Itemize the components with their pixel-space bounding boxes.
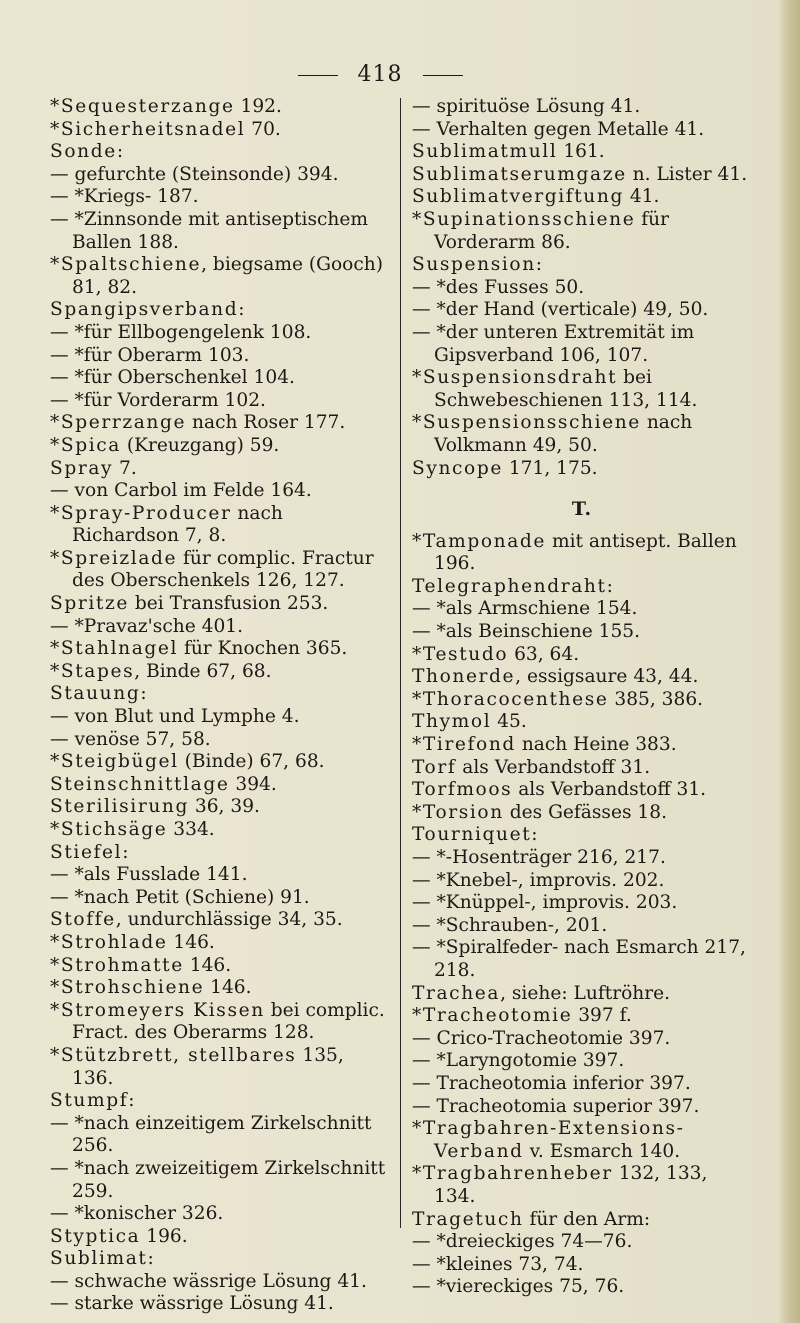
index-entry-text: , undurchlässige 34, 35. — [115, 909, 343, 931]
index-entry — [412, 847, 752, 870]
index-entry-text: : — [535, 254, 543, 276]
index-entry — [412, 711, 752, 734]
index-entry — [412, 322, 752, 367]
index-entry-term: *Strohmatte — [50, 954, 184, 976]
index-entry-text: — *Knüppel-, improvis. 203. — [412, 892, 678, 914]
index-entry-text: — Crico-Tracheotomie 397. — [412, 1027, 671, 1049]
index-entry — [50, 367, 390, 390]
index-entry — [412, 1028, 752, 1051]
index-entry — [50, 186, 390, 209]
index-entry-text: n. Lister 41. — [626, 163, 748, 185]
index-entry-term: *Tragbahren-Extensions-Verband — [412, 1118, 685, 1162]
index-entry-term: Telegraphendraht — [412, 575, 607, 597]
index-entry-text: 7. — [113, 457, 137, 479]
index-entry-term: *Spaltschiene — [50, 254, 202, 276]
index-entry-text: als Verbandstoff 31. — [456, 756, 651, 778]
index-entry-text: für Knochen 365. — [178, 638, 348, 660]
index-entry-text: — *des Fusses 50. — [412, 276, 585, 298]
index-entry-text: (Kreuzgang) 59. — [120, 434, 280, 456]
index-entry-text: : — [606, 575, 613, 597]
index-entry-term: *Tirefond — [412, 734, 516, 756]
index-section-t — [412, 531, 752, 1299]
index-entry-term: *Stichsäge — [50, 819, 168, 840]
index-entry-term: Sterilisirung — [50, 796, 189, 818]
index-entry — [50, 299, 390, 322]
index-entry — [50, 774, 390, 797]
index-entry-text: — *nach zweizeitigem Zirkelschnitt 259. — [50, 1157, 386, 1202]
index-entry — [50, 932, 390, 955]
index-entry-text: 192. — [234, 96, 282, 117]
index-entry-text: — *für Vorderarm 102. — [50, 389, 266, 411]
index-entry-text: des Gefässes 18. — [503, 801, 668, 823]
index-entry — [50, 955, 390, 978]
index-entry-text: 161. — [557, 141, 605, 163]
index-entry-text: 70. — [245, 118, 281, 140]
index-section-s-continued — [412, 96, 752, 480]
index-entry — [412, 915, 752, 938]
index-entry — [50, 1158, 390, 1203]
index-entry-text: — *der Hand (verticale) 49, 50. — [412, 299, 709, 321]
index-entry-text: — gefurchte (Steinsonde) 394. — [50, 163, 339, 185]
index-entry-term: *Spreizlade — [50, 547, 178, 569]
index-entry — [412, 644, 752, 667]
index-entry-text: — *Kriegs- 187. — [50, 186, 199, 208]
index-entry-term: Trachea — [412, 982, 501, 1004]
index-entry-text: für complic. Fractur des Oberschenkels 126, 127. — [72, 547, 374, 592]
index-entry-text: 171, 175. — [502, 457, 598, 479]
index-entry-text: — *als Beinschiene 155. — [412, 621, 641, 643]
index-entry-text: 132, 133, 134. — [434, 1163, 708, 1207]
index-entry — [50, 390, 390, 413]
index-entry-text: als Verbandstoff 31. — [512, 779, 707, 801]
index-entry-text: — von Blut und Lymphe 4. — [50, 706, 300, 728]
index-entry — [412, 1073, 752, 1096]
index-entry-text: — *für Ellbogengelenk 108. — [50, 321, 312, 343]
index-entry-term: Spritze — [50, 593, 129, 615]
index-entry-text: 397 f. — [572, 1005, 632, 1027]
index-entry-text: 45. — [491, 711, 527, 733]
index-entry — [50, 254, 390, 299]
index-entry — [412, 983, 752, 1006]
index-entry — [50, 1271, 390, 1294]
index-entry-text: 36, 39. — [188, 796, 260, 818]
index-entry-term: Stauung — [50, 683, 141, 705]
index-entry — [412, 666, 752, 689]
index-entry — [412, 164, 752, 187]
index-entry-term: Stiefel — [50, 841, 123, 863]
index-entry-text: : — [238, 299, 245, 321]
index-entry — [50, 503, 390, 548]
index-entry — [50, 345, 390, 368]
index-entry-text: : — [531, 824, 538, 846]
index-entry — [412, 892, 752, 915]
index-entry-text: bei Transfusion 253. — [128, 593, 329, 615]
index-entry — [50, 209, 390, 254]
index-entry-text: — *als Fusslade 141. — [50, 864, 248, 886]
index-entry-text: 196. — [140, 1225, 188, 1247]
index-entry-text: : — [128, 1090, 135, 1112]
index-entry-text: — *nach Petit (Schiene) 91. — [50, 886, 310, 908]
index-entry — [50, 141, 390, 164]
index-entry-term: *Supinationsschiene — [412, 208, 636, 230]
index-entry — [412, 1276, 752, 1299]
index-entry-text: — *Zinnsonde mit antiseptischem Ballen 188. — [50, 208, 369, 253]
index-entry — [412, 254, 752, 277]
index-entry-text: 41. — [623, 186, 660, 208]
index-entry-term: *Strohschiene — [50, 977, 205, 999]
index-entry — [50, 1113, 390, 1158]
index-entry-text: nach Heine 383. — [515, 734, 677, 756]
index-entry — [412, 824, 752, 847]
index-entry — [412, 1163, 752, 1208]
index-entry-term: *Tracheotomie — [412, 1005, 573, 1027]
index-entry — [412, 937, 752, 982]
index-entry — [50, 796, 390, 819]
index-entry-text: , siehe: Luftröhre. — [500, 982, 671, 1004]
index-entry-term: Tragetuch — [412, 1208, 524, 1230]
index-entry — [412, 367, 752, 412]
index-entry-text: — *Laryngotomie 397. — [412, 1050, 625, 1072]
index-entry — [50, 1226, 390, 1249]
index-entry-text: 63, 64. — [508, 643, 580, 665]
index-entry — [412, 757, 752, 780]
index-entry-term: *Sperrzange — [50, 412, 187, 434]
index-entry-text: — *Knebel-, improvis. 202. — [412, 869, 665, 891]
index-entry — [50, 480, 390, 503]
index-entry-term: *Spica — [50, 434, 121, 456]
index-entry-text: : — [116, 141, 124, 163]
index-entry — [50, 729, 390, 752]
index-entry — [50, 1203, 390, 1226]
index-column-left — [50, 96, 390, 1316]
index-entry-term: *Sicherheitsnadel — [50, 118, 246, 140]
index-entry — [412, 734, 752, 757]
header-dash-right — [423, 75, 463, 76]
index-entry — [50, 458, 390, 481]
index-entry-text: — *viereckiges 75, 76. — [412, 1276, 625, 1298]
index-entry-text: : — [140, 683, 147, 705]
index-entry — [412, 186, 752, 209]
index-entry-text: : — [122, 841, 129, 863]
index-entry — [412, 1118, 752, 1163]
index-entry — [412, 779, 752, 802]
index-entry-term: Sublimatserumgaze — [412, 163, 627, 185]
index-entry — [50, 1090, 390, 1113]
index-entry-term: *Stützbrett, stellbares — [50, 1044, 297, 1066]
index-entry-term: Steinschnittlage — [50, 773, 230, 795]
index-entry — [412, 531, 752, 576]
index-entry — [412, 802, 752, 825]
index-entry-text: bei Schwebeschienen 113, 114. — [434, 367, 698, 411]
index-entry-text: , essigsaure 43, 44. — [515, 666, 699, 688]
index-entry-text: 135, 136. — [72, 1044, 344, 1089]
index-entry — [50, 1248, 390, 1271]
index-entry — [412, 1209, 752, 1232]
index-entry — [412, 96, 752, 119]
index-entry — [412, 621, 752, 644]
index-entry — [412, 870, 752, 893]
index-entry — [412, 1254, 752, 1277]
index-entry-term: Tourniquet — [412, 824, 532, 846]
index-entry — [412, 689, 752, 712]
index-entry — [412, 1231, 752, 1254]
page-header — [0, 62, 760, 87]
index-entry — [50, 593, 390, 616]
index-entry-term: *Tamponade — [412, 530, 547, 552]
index-entry-text: — Verhalten gegen Metalle 41. — [412, 118, 705, 140]
section-letter-heading: T. — [571, 498, 593, 521]
index-entry-term: Torf — [412, 756, 457, 778]
index-entry-term: Thymol — [412, 711, 492, 733]
index-entry-text: — *für Oberschenkel 104. — [50, 367, 295, 389]
index-entry-text: — *dreieckiges 74—76. — [412, 1231, 633, 1253]
index-entry-term: Sonde — [50, 141, 117, 163]
index-entry-text: 146. — [167, 931, 215, 953]
index-entry — [50, 977, 390, 1000]
index-entry — [412, 1005, 752, 1028]
index-entry-term: Suspension — [412, 254, 536, 276]
index-entry-term: *Stahlnagel — [50, 638, 179, 660]
index-entry — [50, 412, 390, 435]
index-entry — [50, 435, 390, 458]
index-entry-term: *Sequesterzange — [50, 96, 235, 117]
index-entry-text: — *der unteren Extremität im Gipsverband 106, 107. — [412, 321, 695, 366]
index-entry — [412, 598, 752, 621]
index-entry-text: — venöse 57, 58. — [50, 728, 211, 750]
index-entry — [50, 887, 390, 910]
index-column-right — [412, 96, 752, 1299]
header-dash-left — [298, 75, 338, 76]
index-entry-text: v. Esmarch 140. — [523, 1140, 681, 1162]
index-entry-term: Sublimatmull — [412, 141, 558, 163]
index-entry-text: — *konischer 326. — [50, 1203, 224, 1225]
index-entry — [412, 1096, 752, 1119]
index-entry-text: — starke wässrige Lösung 41. — [50, 1293, 334, 1315]
index-entry — [412, 576, 752, 599]
index-entry — [50, 322, 390, 345]
index-entry-text: — *nach einzeitigem Zirkelschnitt 256. — [50, 1112, 372, 1157]
index-entry — [412, 209, 752, 254]
index-entry — [50, 661, 390, 684]
column-divider — [400, 98, 401, 1228]
index-entry — [50, 683, 390, 706]
index-entry-term: Syncope — [412, 457, 503, 479]
index-entry-term: Sublimat — [50, 1248, 148, 1270]
index-entry-term: *Spray-Producer — [50, 502, 232, 524]
index-entry-term: *Suspensionsdraht — [412, 367, 618, 389]
index-entry-term: Stumpf — [50, 1090, 129, 1112]
index-entry-text: — *Pravaz'sche 401. — [50, 615, 244, 637]
index-entry-text: — *als Armschiene 154. — [412, 598, 638, 620]
index-entry — [412, 141, 752, 164]
index-entry — [50, 548, 390, 593]
index-entry — [412, 1050, 752, 1073]
index-entry-text: — spirituöse Lösung 41. — [412, 96, 641, 117]
index-entry-term: *Suspensionsschiene — [412, 412, 641, 434]
index-entry-text: mit antisept. Ballen 196. — [434, 530, 737, 575]
index-entry-text: — *Spiralfeder- nach Esmarch 217, 218. — [412, 937, 746, 981]
page-edge-shadow — [778, 0, 800, 1323]
index-entry-text: bei complic. Fract. des Oberarms 128. — [72, 999, 385, 1044]
index-entry-term: Spray — [50, 457, 114, 479]
index-entry-text: : — [147, 1248, 154, 1270]
index-entry-term: Torfmoos — [412, 779, 513, 801]
index-entry-text: — von Carbol im Felde 164. — [50, 480, 312, 502]
index-entry-term: *Testudo — [412, 643, 509, 665]
index-entry — [50, 909, 390, 932]
index-entry-term: *Stromeyers Kissen — [50, 999, 265, 1021]
index-entry-term: Sublimatvergiftung — [412, 186, 624, 208]
index-entry-term: *Thoracocenthese — [412, 688, 609, 710]
index-entry-text: — *-Hosenträger 216, 217. — [412, 847, 666, 868]
index-entry-text: 146. — [204, 977, 252, 999]
index-entry — [50, 819, 390, 842]
index-entry-text: — *Schrauben-, 201. — [412, 914, 608, 936]
index-entry-term: *Strohlade — [50, 931, 168, 953]
index-entry-text: nach Volkmann 49, 50. — [434, 412, 693, 456]
index-entry-term: *Stapes — [50, 660, 135, 682]
index-entry-text: — schwache wässrige Lösung 41. — [50, 1270, 367, 1292]
index-entry — [50, 842, 390, 865]
index-entry-text: nach Roser 177. — [186, 412, 346, 434]
index-entry — [50, 1000, 390, 1045]
index-entry — [50, 1045, 390, 1090]
index-entry — [50, 864, 390, 887]
index-entry — [412, 119, 752, 142]
index-entry — [50, 1293, 390, 1316]
index-entry — [50, 119, 390, 142]
index-entry-text: für Vorderarm 86. — [434, 208, 669, 253]
index-entry — [50, 706, 390, 729]
index-entry-text: 146. — [183, 954, 232, 976]
index-entry — [50, 164, 390, 187]
index-entry-text: nach Richardson 7, 8. — [72, 502, 283, 547]
page-number: 418 — [357, 62, 403, 87]
index-entry-text: für den Arm: — [523, 1208, 651, 1230]
index-entry-text: , Binde 67, 68. — [134, 660, 272, 682]
index-entry-text: 385, 386. — [608, 688, 704, 710]
index-entry-text: , biegsame (Gooch) 81, 82. — [72, 254, 383, 298]
index-entry — [412, 412, 752, 457]
index-entry-term: *Steigbügel — [50, 751, 179, 773]
index-entry-text: — Tracheotomia inferior 397. — [412, 1072, 691, 1094]
index-entry — [50, 616, 390, 639]
index-entry-term: Thonerde — [412, 666, 516, 688]
index-entry — [50, 96, 390, 119]
index-entry-term: Stoffe — [50, 909, 116, 931]
index-entry-term: *Tragbahrenheber — [412, 1163, 613, 1185]
index-entry-text: 334. — [167, 819, 215, 840]
index-entry-text: (Binde) 67, 68. — [178, 751, 325, 773]
index-entry-term: Spangipsverband — [50, 299, 239, 321]
index-entry-text: 394. — [229, 773, 277, 795]
index-entry — [412, 458, 752, 481]
index-entry — [50, 751, 390, 774]
index-entry-text: — *kleines 73, 74. — [412, 1253, 584, 1275]
index-entry — [412, 277, 752, 300]
index-entry — [50, 638, 390, 661]
index-entry-text: — Tracheotomia superior 397. — [412, 1095, 700, 1117]
index-entry-text: — *für Oberarm 103. — [50, 344, 250, 366]
index-entry-term: *Torsion — [412, 801, 504, 823]
index-entry-term: Styptica — [50, 1225, 141, 1247]
index-entry — [412, 299, 752, 322]
